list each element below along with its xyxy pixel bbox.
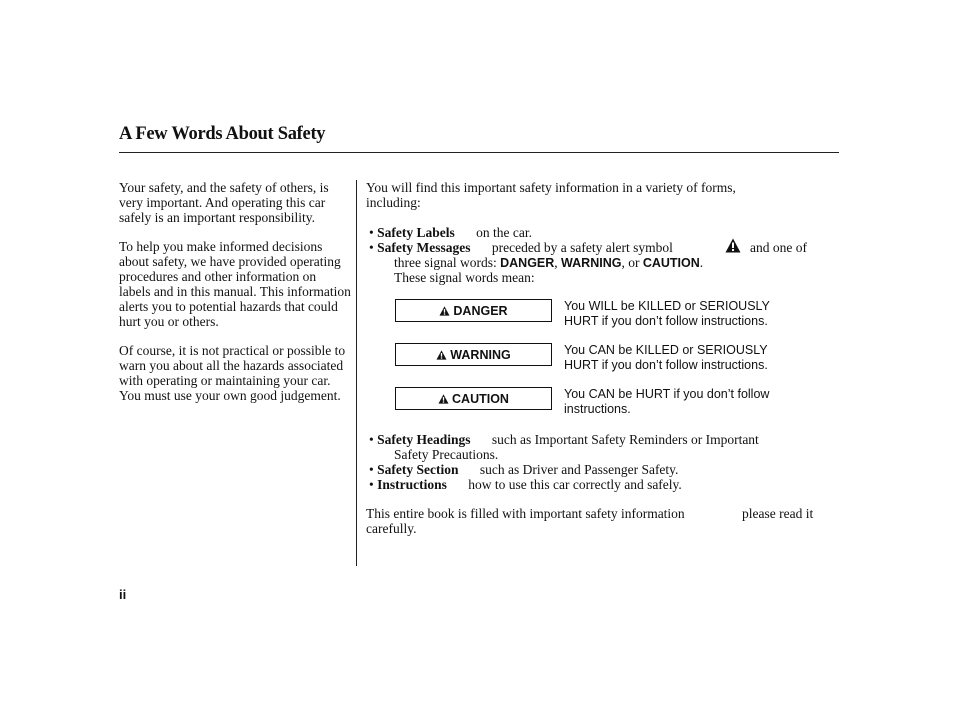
- word-warning: WARNING: [561, 256, 622, 270]
- danger-description: [564, 299, 814, 329]
- desc-safety-headings-line-2: Safety Precautions.: [394, 447, 499, 462]
- list-item-safety-messages: • Safety Messages preceded by a safety alert symbol: [369, 240, 673, 255]
- caution-desc-line-2: instructions.: [564, 402, 631, 416]
- desc-safety-section: such as Driver and Passenger Safety.: [479, 462, 679, 477]
- closing-line-1: This entire book is filled with important safety information: [366, 506, 685, 521]
- signal-words-line: [394, 255, 703, 271]
- danger-label-box: [395, 299, 552, 322]
- desc-safety-labels: on the car.: [476, 225, 532, 240]
- list-item-safety-labels: • Safety Labels on the car.: [369, 225, 532, 240]
- intro-line-1: You will find this important safety information in a variety of forms,: [366, 180, 736, 195]
- caution-alert-icon: [438, 394, 449, 404]
- danger-alert-icon: [439, 306, 450, 316]
- paragraph-informed-decisions: To help you make informed decisions about safety, we have provided operating procedures and other information on labels and in this manual. This information alerts you to potential hazards that could hurt you or others.: [119, 239, 351, 329]
- closing-line-1-end: please read it: [742, 506, 814, 521]
- danger-desc-line-1: You WILL be KILLED or SERIOUSLY: [564, 299, 770, 313]
- column-divider: [356, 180, 357, 566]
- page-title: A Few Words About Safety: [119, 124, 326, 144]
- signal-words-end: .: [699, 255, 704, 270]
- word-caution: CAUTION: [642, 256, 700, 270]
- word-danger: DANGER: [500, 256, 555, 270]
- warning-label: WARNING: [450, 347, 511, 362]
- desc-safety-messages-after-icon: and one of: [750, 240, 807, 255]
- term-safety-messages: Safety Messages: [377, 240, 471, 255]
- intro-line-2: including:: [366, 195, 421, 210]
- warning-desc-line-1: You CAN be KILLED or SERIOUSLY: [564, 343, 768, 357]
- danger-desc-line-2: HURT if you don’t follow instructions.: [564, 314, 768, 328]
- list-item-safety-headings: • Safety Headings such as Important Safety Reminders or Important: [369, 432, 759, 447]
- safety-alert-triangle-icon: [725, 238, 741, 253]
- desc-safety-headings: such as Important Safety Reminders or Important: [491, 432, 759, 447]
- title-rule: [119, 152, 839, 153]
- desc-instructions: how to use this car correctly and safely.: [468, 477, 682, 492]
- caution-label: CAUTION: [452, 391, 509, 406]
- signal-words-mean: These signal words mean:: [394, 270, 535, 285]
- paragraph-intro: Your safety, and the safety of others, is very important. And operating this car safely is an important responsibility.: [119, 180, 329, 225]
- separator-1: ,: [554, 255, 558, 270]
- page-number: ii: [119, 587, 127, 602]
- signal-words-prefix: three signal words:: [394, 255, 497, 270]
- term-safety-section: Safety Section: [377, 462, 459, 477]
- paragraph-judgement: Of course, it is not practical or possible to warn you about all the hazards associated with operating or maintaining your car. You must use your own good judgement.: [119, 343, 346, 403]
- term-safety-headings: Safety Headings: [377, 432, 471, 447]
- caution-desc-line-1: You CAN be HURT if you don’t follow: [564, 387, 770, 401]
- list-item-instructions: • Instructions how to use this car correctly and safely.: [369, 477, 682, 492]
- term-safety-labels: Safety Labels: [377, 225, 455, 240]
- caution-label-box: [395, 387, 552, 410]
- danger-label: DANGER: [453, 303, 508, 318]
- left-column: [119, 180, 351, 417]
- separator-2: , or: [621, 255, 640, 270]
- list-item-safety-section: • Safety Section such as Driver and Passenger Safety.: [369, 462, 679, 477]
- warning-label-box: [395, 343, 552, 366]
- intro-text: [366, 180, 836, 210]
- warning-desc-line-2: HURT if you don’t follow instructions.: [564, 358, 768, 372]
- warning-description: [564, 343, 814, 373]
- term-instructions: Instructions: [377, 477, 447, 492]
- caution-description: [564, 387, 814, 417]
- closing-line-2: carefully.: [366, 521, 417, 536]
- desc-safety-messages: preceded by a safety alert symbol: [491, 240, 673, 255]
- warning-alert-icon: [436, 350, 447, 360]
